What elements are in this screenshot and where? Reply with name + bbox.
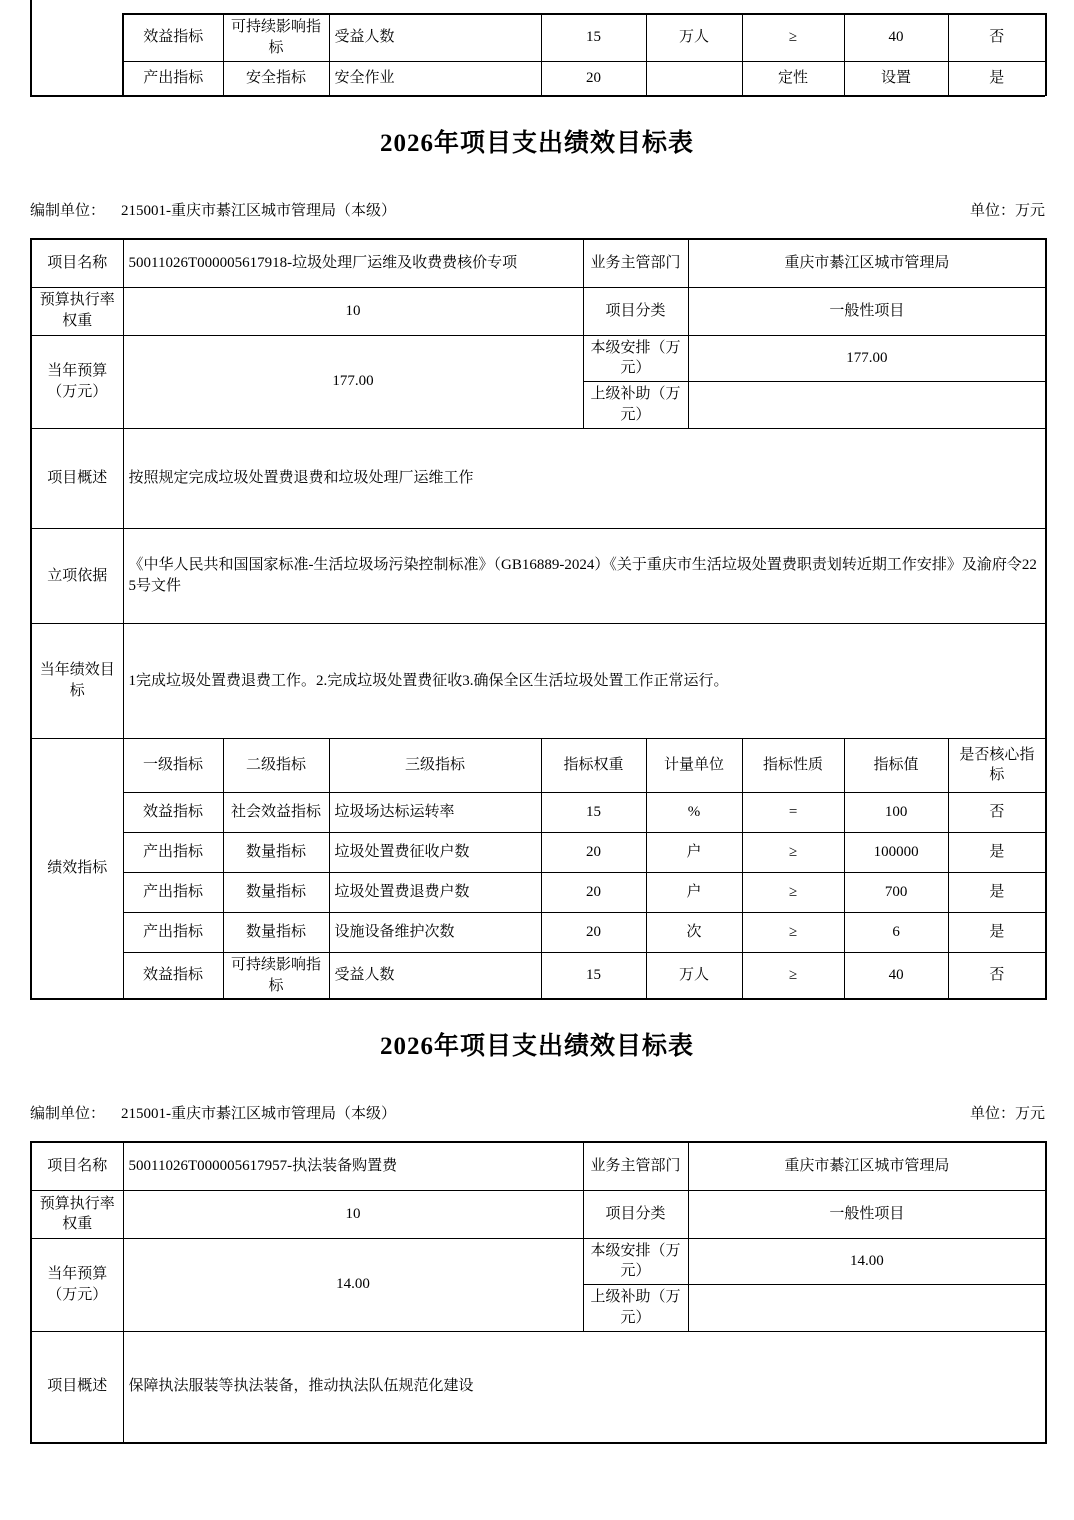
compile-unit-line	[30, 199, 1045, 220]
project-name-value: 50011026T000005617957-执法装备购置费	[123, 1142, 583, 1190]
indicator-weight: 15	[541, 952, 646, 999]
indicator-unit: 户	[646, 832, 742, 872]
indicator-unit: 万人	[646, 14, 742, 61]
year-budget-value: 177.00	[123, 335, 583, 428]
indicator-core: 否	[948, 952, 1046, 999]
indicator-header-row	[31, 738, 1046, 792]
indicator-level3: 受益人数	[329, 14, 541, 61]
page-title: 2026年项目支出绩效目标表	[379, 130, 694, 157]
overview-row	[31, 1331, 1046, 1443]
compile-unit-value: 215001-重庆市綦江区城市管理局（本级）	[121, 203, 397, 219]
indicator-unit: 户	[646, 872, 742, 912]
indicator-value: 6	[844, 912, 948, 952]
indicator-unit: 次	[646, 912, 742, 952]
indicator-level2: 社会效益指标	[223, 792, 329, 832]
local-arrangement-value: 177.00	[688, 335, 1046, 381]
budget-row-local	[31, 1238, 1046, 1284]
table-left-border	[30, 0, 32, 95]
indicator-level3: 安全作业	[329, 61, 541, 96]
continued-indicator-grid	[122, 13, 1047, 96]
category-label: 项目分类	[583, 287, 688, 335]
indicator-nature: 定性	[742, 61, 844, 96]
exec-rate-label: 预算执行率权重	[31, 287, 123, 335]
project-table-1	[30, 238, 1047, 1000]
overview-label: 项目概述	[31, 1331, 123, 1443]
header-unit: 计量单位	[646, 738, 742, 792]
indicator-level1: 效益指标	[123, 792, 223, 832]
indicator-level3: 设施设备维护次数	[329, 912, 541, 952]
indicator-nature: ≥	[742, 14, 844, 61]
exec-rate-row	[31, 287, 1046, 335]
basis-row	[31, 528, 1046, 623]
indicator-level2: 可持续影响指标	[223, 952, 329, 999]
header-level3: 三级指标	[329, 738, 541, 792]
indicator-level2: 数量指标	[223, 872, 329, 912]
unit-note: 单位：万元	[969, 1106, 1045, 1123]
project-name-label: 项目名称	[31, 239, 123, 287]
indicator-row	[31, 872, 1046, 912]
exec-rate-row	[31, 1190, 1046, 1238]
project-name-value: 50011026T000005617918-垃圾处理厂运维及收费费核价专项	[123, 239, 583, 287]
dept-value: 重庆市綦江区城市管理局	[688, 1142, 1046, 1190]
indicator-level3: 垃圾处置费征收户数	[329, 832, 541, 872]
header-level2: 二级指标	[223, 738, 329, 792]
indicator-level3: 垃圾场达标运转率	[329, 792, 541, 832]
exec-rate-value: 10	[123, 1190, 583, 1238]
indicator-value: 100	[844, 792, 948, 832]
indicator-value: 设置	[844, 61, 948, 96]
project-name-label: 项目名称	[31, 1142, 123, 1190]
upper-subsidy-label: 上级补助（万元）	[583, 381, 688, 428]
indicator-weight: 20	[541, 872, 646, 912]
indicator-weight: 20	[541, 912, 646, 952]
indicator-level3: 受益人数	[329, 952, 541, 999]
year-budget-value: 14.00	[123, 1238, 583, 1331]
indicator-value: 100000	[844, 832, 948, 872]
indicator-weight: 20	[541, 61, 646, 96]
indicator-core: 是	[948, 832, 1046, 872]
overview-value: 按照规定完成垃圾处置费退费和垃圾处理厂运维工作	[123, 428, 1046, 528]
upper-subsidy-value	[688, 381, 1046, 428]
indicator-level2: 数量指标	[223, 832, 329, 872]
year-goal-value: 1完成垃圾处置费退费工作。2.完成垃圾处置费征收3.确保全区生活垃圾处置工作正常运行。	[123, 623, 1046, 738]
header-level1: 一级指标	[123, 738, 223, 792]
indicator-row	[31, 952, 1046, 999]
compile-unit-value: 215001-重庆市綦江区城市管理局（本级）	[121, 1106, 397, 1123]
indicator-row	[123, 14, 1046, 61]
compile-unit-label: 编制单位：	[30, 203, 106, 219]
basis-value: 《中华人民共和国国家标准-生活垃圾场污染控制标准》（GB16889-2024）《关于重庆市生活垃圾处置费职责划转近期工作安排》及渝府令225号文件	[123, 528, 1046, 623]
page-title: 2026年项目支出绩效目标表	[379, 1033, 694, 1061]
indicator-level1: 产出指标	[123, 61, 223, 96]
basis-label: 立项依据	[31, 528, 123, 623]
category-value: 一般性项目	[688, 1190, 1046, 1238]
indicator-row	[123, 61, 1046, 96]
indicator-core: 是	[948, 872, 1046, 912]
compile-unit-line	[30, 1102, 1045, 1123]
indicator-core: 是	[948, 61, 1046, 96]
dept-label: 业务主管部门	[583, 1142, 688, 1190]
indicator-level2: 安全指标	[223, 61, 329, 96]
exec-rate-value: 10	[123, 287, 583, 335]
indicator-row	[31, 792, 1046, 832]
local-arrangement-label: 本级安排（万元）	[583, 335, 688, 381]
local-arrangement-label: 本级安排（万元）	[583, 1238, 688, 1284]
indicator-value: 700	[844, 872, 948, 912]
header-weight: 指标权重	[541, 738, 646, 792]
indicator-value: 40	[844, 14, 948, 61]
upper-subsidy-value	[688, 1285, 1046, 1331]
year-goal-label: 当年绩效目标	[31, 623, 123, 738]
overview-row	[31, 428, 1046, 528]
header-value: 指标值	[844, 738, 948, 792]
indicator-nature: ≥	[742, 952, 844, 999]
indicator-nature: ≥	[742, 832, 844, 872]
overview-value: 保障执法服装等执法装备，推动执法队伍规范化建设	[123, 1331, 1046, 1443]
project-name-row	[31, 239, 1046, 287]
indicator-level2: 可持续影响指标	[223, 14, 329, 61]
year-budget-label: 当年预算（万元）	[31, 1238, 123, 1331]
indicator-level2: 数量指标	[223, 912, 329, 952]
header-core: 是否核心指标	[948, 738, 1046, 792]
continued-indicator-table	[30, 0, 1045, 97]
indicator-core: 是	[948, 912, 1046, 952]
year-goal-row	[31, 623, 1046, 738]
header-nature: 指标性质	[742, 738, 844, 792]
indicator-row	[31, 912, 1046, 952]
indicator-unit	[646, 61, 742, 96]
upper-subsidy-label: 上级补助（万元）	[583, 1285, 688, 1331]
indicator-nature: ≥	[742, 912, 844, 952]
indicator-weight: 15	[541, 792, 646, 832]
performance-indicators-label: 绩效指标	[31, 738, 123, 999]
dept-label: 业务主管部门	[583, 239, 688, 287]
indicator-value: 40	[844, 952, 948, 999]
indicator-level1: 效益指标	[123, 14, 223, 61]
exec-rate-label: 预算执行率权重	[31, 1190, 123, 1238]
indicator-level3: 垃圾处置费退费户数	[329, 872, 541, 912]
compile-unit-label: 编制单位：	[30, 1106, 106, 1123]
project-name-row	[31, 1142, 1046, 1190]
indicator-weight: 15	[541, 14, 646, 61]
overview-label: 项目概述	[31, 428, 123, 528]
indicator-nature: =	[742, 792, 844, 832]
year-budget-label: 当年预算（万元）	[31, 335, 123, 428]
indicator-unit: %	[646, 792, 742, 832]
indicator-nature: ≥	[742, 872, 844, 912]
budget-row-local	[31, 335, 1046, 381]
indicator-level1: 产出指标	[123, 872, 223, 912]
indicator-row	[31, 832, 1046, 872]
indicator-level1: 产出指标	[123, 912, 223, 952]
local-arrangement-value: 14.00	[688, 1238, 1046, 1284]
indicator-weight: 20	[541, 832, 646, 872]
category-label: 项目分类	[583, 1190, 688, 1238]
project-table-2	[30, 1141, 1047, 1444]
indicator-unit: 万人	[646, 952, 742, 999]
category-value: 一般性项目	[688, 287, 1046, 335]
indicator-core: 否	[948, 14, 1046, 61]
unit-note: 单位：万元	[969, 203, 1045, 219]
indicator-level1: 产出指标	[123, 832, 223, 872]
dept-value: 重庆市綦江区城市管理局	[688, 239, 1046, 287]
indicator-core: 否	[948, 792, 1046, 832]
indicator-level1: 效益指标	[123, 952, 223, 999]
